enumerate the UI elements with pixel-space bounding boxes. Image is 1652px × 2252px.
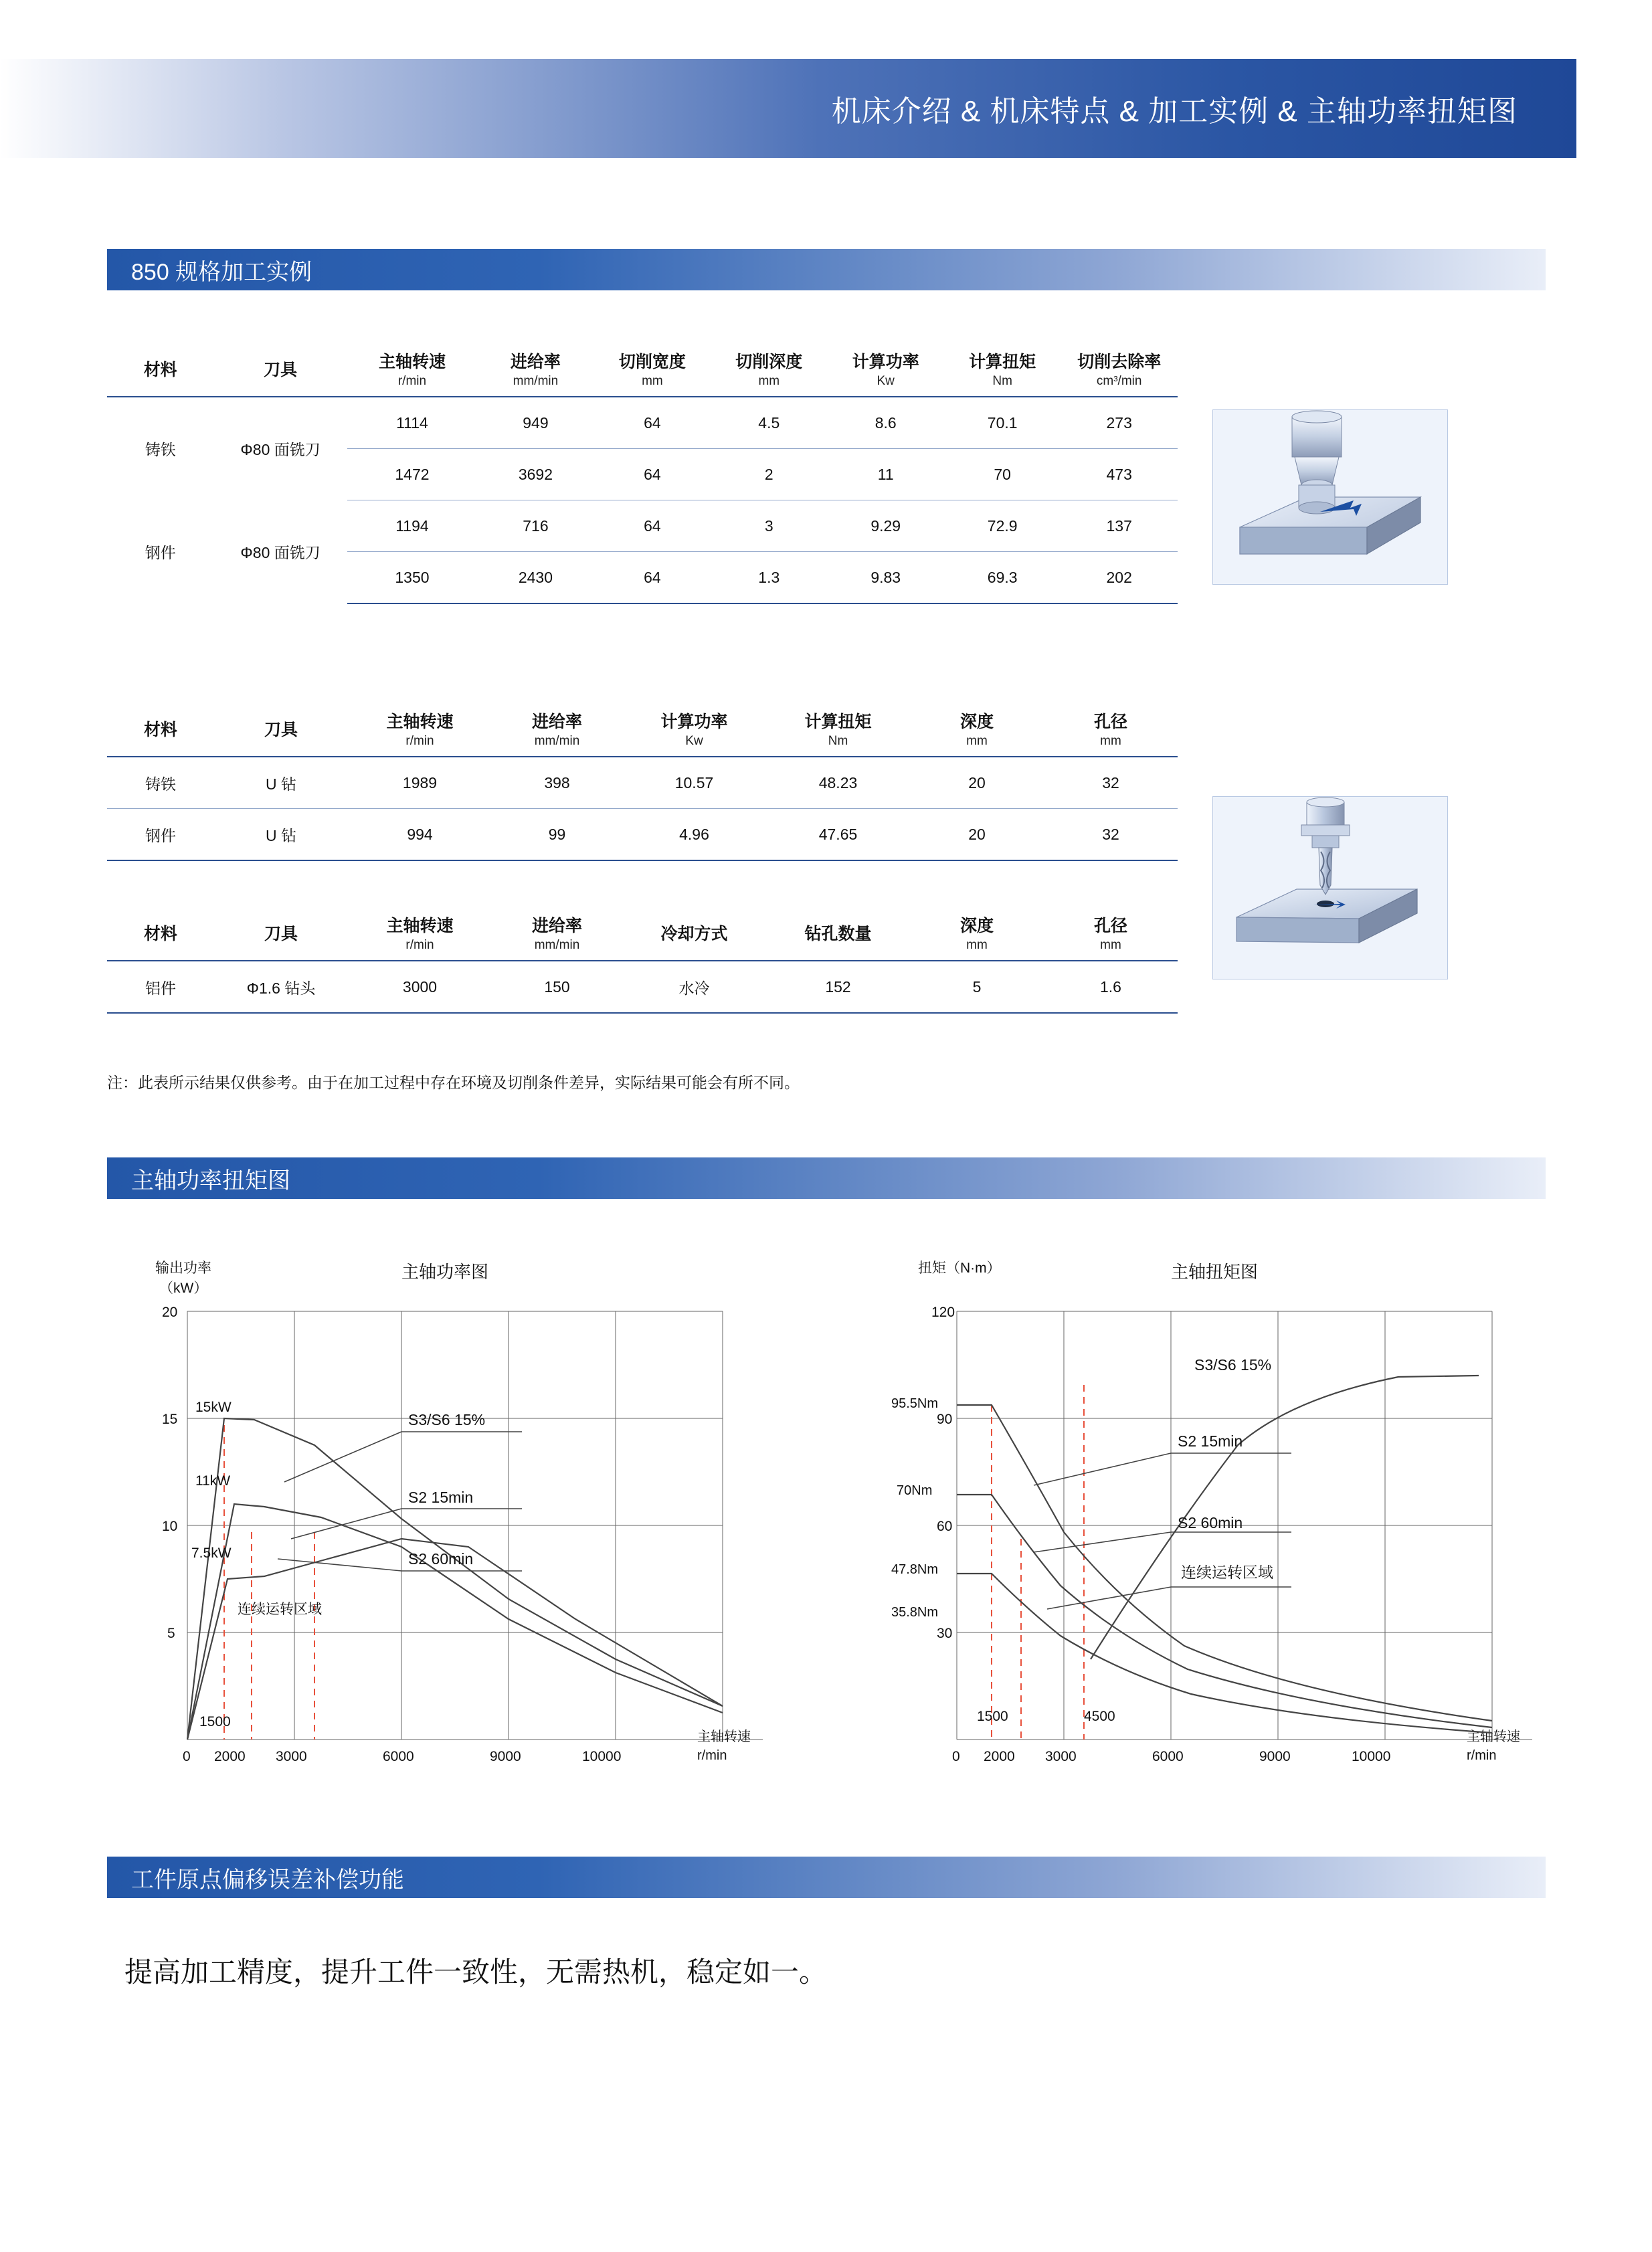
cell-spindle-speed: 3000 (348, 961, 492, 1013)
cell-tool: Φ80 面铣刀 (240, 544, 320, 562)
chart2-xtick-2000: 2000 (984, 1749, 1015, 1764)
chart1-xtick-6000: 6000 (383, 1749, 414, 1764)
chart2-xlabel-line1: 主轴转速 (1467, 1729, 1520, 1744)
chart2-title: 主轴扭矩图 (1171, 1262, 1259, 1282)
col-hole-count: 钻孔数量 (766, 907, 910, 961)
chart2-legend-s2-60min: S2 60min (1178, 1514, 1243, 1531)
col-spindle-speed: 主轴转速 r/min (348, 702, 492, 757)
cell-cut-width: 64 (594, 552, 711, 604)
chart2-ylabel-47p8: 47.8Nm (891, 1562, 939, 1577)
chart1-legend-s3s6: S3/S6 15% (408, 1411, 486, 1428)
cell-cut-width: 64 (594, 449, 711, 500)
chart2-ylabel-35p8: 35.8Nm (891, 1605, 939, 1620)
cell-hole-diameter: 1.6 (1044, 961, 1178, 1013)
cell-removal-rate: 473 (1061, 449, 1178, 500)
cell-cut-depth: 1.3 (711, 552, 827, 604)
chart2-label-1500: 1500 (977, 1709, 1008, 1724)
table-row (107, 757, 1178, 809)
cell-removal-rate: 273 (1061, 397, 1178, 449)
col-calc-torque: 计算扭矩 Nm (766, 702, 910, 757)
section-title-power-torque: 主轴功率扭矩图 (131, 1167, 290, 1194)
cell-hole-diameter: 32 (1044, 809, 1178, 861)
chart1-xtick-2000: 2000 (214, 1749, 246, 1764)
chart2-ylabel: 扭矩（N·m） (918, 1260, 1001, 1276)
chart1-xtick-9000: 9000 (490, 1749, 521, 1764)
chart1-label-11kw: 11kW (195, 1473, 231, 1489)
col-depth: 深度 mm (910, 907, 1044, 961)
cell-calc-torque: 47.65 (766, 809, 910, 861)
col-spindle-speed: 主轴转速 r/min (347, 343, 477, 397)
chart1-label-1500: 1500 (199, 1714, 231, 1729)
cell-material: 铸铁 (145, 441, 176, 459)
chart1-label-7p5kw: 7.5kW (191, 1545, 232, 1561)
chart2-xtick-0: 0 (952, 1749, 960, 1764)
chart2-xtick-10000: 10000 (1352, 1749, 1391, 1764)
section-title-origin-compensation: 工件原点偏移误差补偿功能 (131, 1867, 404, 1893)
machining-examples-table-milling (107, 343, 1178, 604)
table-row (107, 809, 1178, 861)
chart2-xlabel-line2: r/min (1467, 1748, 1497, 1763)
cell-spindle-speed: 1989 (348, 757, 492, 809)
chart2-ytick-30: 30 (937, 1626, 953, 1641)
chart2-label-continuous-zone: 连续运转区域 (1181, 1564, 1273, 1581)
cell-material: 钢件 (145, 544, 176, 562)
col-calc-torque: 计算扭矩 Nm (944, 343, 1061, 397)
spindle-power-chart (120, 1244, 843, 1810)
cell-spindle-speed: 1114 (347, 397, 477, 449)
page-header-banner (0, 59, 1576, 158)
face-milling-illustration (1212, 409, 1448, 585)
col-calc-power: 计算功率 Kw (622, 702, 766, 757)
cell-feed-rate: 150 (492, 961, 622, 1013)
cell-calc-torque: 72.9 (944, 500, 1061, 552)
chart2-ylabel-95p5: 95.5Nm (891, 1396, 939, 1411)
col-depth: 深度 mm (910, 702, 1044, 757)
chart2-ytick-90: 90 (937, 1412, 953, 1427)
cell-tool: U 钻 (214, 809, 348, 861)
col-cut-depth: 切削深度 mm (711, 343, 827, 397)
chart2-legend-s3s6: S3/S6 15% (1194, 1356, 1272, 1374)
cell-calc-power: 9.29 (827, 500, 943, 552)
cell-calc-torque: 48.23 (766, 757, 910, 809)
col-material: 材料 (107, 343, 213, 397)
col-cut-width: 切削宽度 mm (594, 343, 711, 397)
cell-removal-rate: 137 (1061, 500, 1178, 552)
cell-cut-width: 64 (594, 397, 711, 449)
cell-cut-depth: 3 (711, 500, 827, 552)
col-calc-power: 计算功率 Kw (827, 343, 943, 397)
col-tool: 刀具 (214, 702, 348, 757)
chart1-xlabel-line2: r/min (697, 1748, 727, 1763)
chart2-ytick-120: 120 (931, 1305, 955, 1320)
chart2-ytick-60: 60 (937, 1519, 953, 1534)
col-material: 材料 (107, 702, 214, 757)
cell-tool: Φ1.6 钻头 (214, 961, 348, 1013)
chart1-ytick-5: 5 (167, 1626, 175, 1641)
cell-spindle-speed: 994 (348, 809, 492, 861)
cell-feed-rate: 398 (492, 757, 622, 809)
cell-feed-rate: 949 (477, 397, 594, 449)
cell-feed-rate: 99 (492, 809, 622, 861)
cell-hole-count: 152 (766, 961, 910, 1013)
col-feed-rate: 进给率 mm/min (492, 702, 622, 757)
chart1-ylabel-line2: （kW） (159, 1281, 208, 1296)
chart1-xtick-0: 0 (183, 1749, 191, 1764)
cell-cut-depth: 2 (711, 449, 827, 500)
cell-calc-torque: 69.3 (944, 552, 1061, 604)
cell-depth: 20 (910, 757, 1044, 809)
cell-calc-power: 9.83 (827, 552, 943, 604)
drilling-table-small-drill (107, 907, 1178, 1014)
section-header-milling-examples (107, 249, 1546, 290)
cell-cut-depth: 4.5 (711, 397, 827, 449)
col-feed-rate: 进给率 mm/min (477, 343, 594, 397)
drilling-table-u-drill (107, 702, 1178, 861)
cell-spindle-speed: 1194 (347, 500, 477, 552)
cell-calc-power: 8.6 (827, 397, 943, 449)
chart2-xtick-3000: 3000 (1045, 1749, 1077, 1764)
table-footnote: 注：此表所示结果仅供参考。由于在加工过程中存在环境及切削条件差异，实际结果可能会有所不同。 (107, 1074, 800, 1091)
cell-material: 钢件 (107, 809, 214, 861)
col-spindle-speed: 主轴转速 r/min (348, 907, 492, 961)
section-header-power-torque (107, 1157, 1546, 1199)
col-tool: 刀具 (214, 907, 348, 961)
origin-compensation-description: 提高加工精度，提升工件一致性，无需热机，稳定如一。 (124, 1956, 828, 1988)
cell-calc-power: 4.96 (622, 809, 766, 861)
chart1-legend-s2-60min: S2 60min (408, 1550, 474, 1568)
cell-material: 铸铁 (107, 757, 214, 809)
cell-material: 铝件 (107, 961, 214, 1013)
section-header-origin-compensation (107, 1857, 1546, 1898)
chart2-legend-s2-15min: S2 15min (1178, 1432, 1243, 1450)
chart1-label-15kw: 15kW (195, 1400, 232, 1415)
table-row (107, 961, 1178, 1013)
chart1-ytick-15: 15 (162, 1412, 178, 1427)
cell-cut-width: 64 (594, 500, 711, 552)
chart1-title: 主轴功率图 (401, 1262, 489, 1282)
table-row (107, 397, 1178, 449)
chart1-ytick-20: 20 (162, 1305, 178, 1320)
chart2-xtick-6000: 6000 (1152, 1749, 1184, 1764)
table-header-row (107, 907, 1178, 961)
chart1-xtick-10000: 10000 (582, 1749, 622, 1764)
chart1-ytick-10: 10 (162, 1519, 178, 1534)
cell-calc-torque: 70 (944, 449, 1061, 500)
chart1-legend-s2-15min: S2 15min (408, 1489, 474, 1506)
section-title-milling-examples: 850 规格加工实例 (131, 259, 312, 285)
cell-tool: U 钻 (214, 757, 348, 809)
chart1-ylabel-line1: 输出功率 (155, 1260, 211, 1276)
chart1-label-continuous-zone: 连续运转区域 (238, 1602, 322, 1617)
table-row (107, 500, 1178, 552)
col-hole-diameter: 孔径 mm (1044, 702, 1178, 757)
table-header-row (107, 343, 1178, 397)
col-cooling-method: 冷却方式 (622, 907, 766, 961)
col-material: 材料 (107, 907, 214, 961)
page-title: 机床介绍 & 机床特点 & 加工实例 & 主轴功率扭矩图 (831, 95, 1518, 128)
cell-hole-diameter: 32 (1044, 757, 1178, 809)
cell-calc-torque: 70.1 (944, 397, 1061, 449)
cell-spindle-speed: 1472 (347, 449, 477, 500)
cell-calc-power: 11 (827, 449, 943, 500)
col-hole-diameter: 孔径 mm (1044, 907, 1178, 961)
cell-removal-rate: 202 (1061, 552, 1178, 604)
cell-depth: 20 (910, 809, 1044, 861)
cell-calc-power: 10.57 (622, 757, 766, 809)
chart2-ylabel-70: 70Nm (897, 1483, 933, 1498)
col-removal-rate: 切削去除率 cm³/min (1061, 343, 1178, 397)
col-tool: 刀具 (213, 343, 347, 397)
chart1-xtick-3000: 3000 (276, 1749, 307, 1764)
cell-tool: Φ80 面铣刀 (240, 441, 320, 459)
chart2-xtick-9000: 9000 (1259, 1749, 1291, 1764)
spindle-torque-chart (890, 1244, 1613, 1810)
col-feed-rate: 进给率 mm/min (492, 907, 622, 961)
chart1-xlabel-line1: 主轴转速 (697, 1729, 751, 1744)
cell-feed-rate: 3692 (477, 449, 594, 500)
cell-feed-rate: 716 (477, 500, 594, 552)
chart2-label-4500: 4500 (1084, 1709, 1115, 1724)
drilling-illustration (1212, 796, 1448, 979)
cell-spindle-speed: 1350 (347, 552, 477, 604)
cell-feed-rate: 2430 (477, 552, 594, 604)
cell-depth: 5 (910, 961, 1044, 1013)
cell-cooling-method: 水冷 (622, 961, 766, 1013)
table-header-row (107, 702, 1178, 757)
